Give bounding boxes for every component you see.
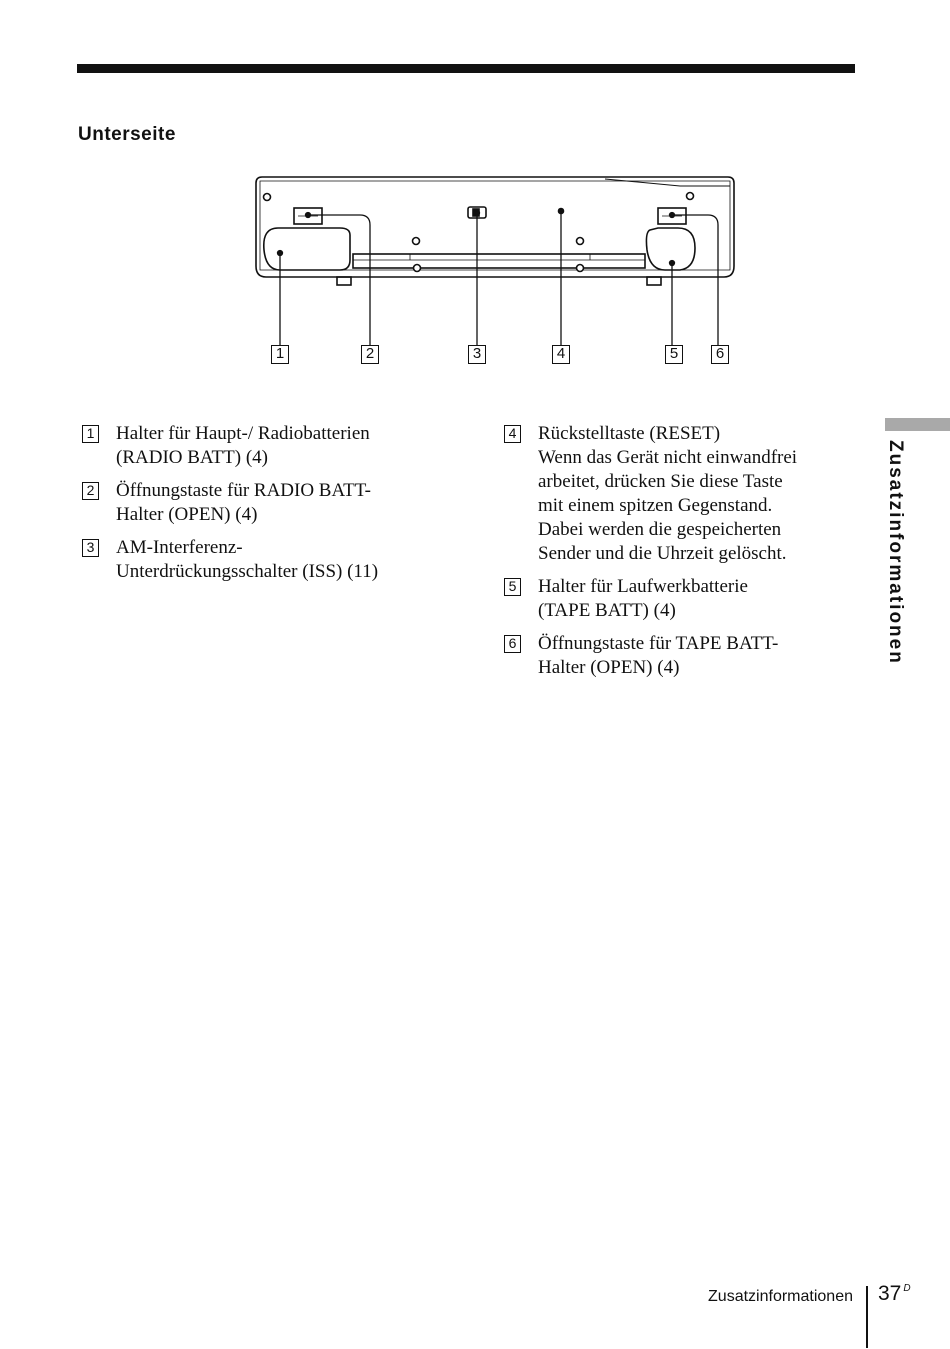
legend-description [538, 575, 864, 623]
legend-item [82, 422, 442, 470]
legend-line: mit einem spitzen Gegenstand. [538, 495, 773, 516]
legend-number: 1 [82, 425, 99, 443]
side-tab-label: Zusatzinformationen [885, 440, 906, 665]
callout-6: 6 [711, 345, 729, 364]
legend-number: 2 [82, 482, 99, 500]
legend-left-column [82, 422, 442, 593]
legend-line: Wenn das Gerät nicht einwandfrei [538, 447, 798, 468]
legend-line: Rückstelltaste (RESET) [538, 423, 721, 444]
top-rule [77, 64, 855, 73]
legend-line: Halter für Haupt-/ Radiobatterien [116, 423, 370, 444]
legend-description [116, 422, 442, 470]
legend-item [504, 632, 864, 680]
callout-4: 4 [552, 345, 570, 364]
side-tab-marker [885, 418, 950, 431]
page-number-suffix: D [903, 1283, 911, 1294]
legend-description [538, 632, 864, 680]
legend-line: Unterdrückungsschalter (ISS) (11) [116, 561, 379, 582]
section-heading: Unterseite [78, 124, 176, 145]
legend-line: Sender und die Uhrzeit gelöscht. [538, 543, 787, 564]
legend-number: 6 [504, 635, 521, 653]
legend-line: (RADIO BATT) (4) [116, 447, 268, 468]
callout-5: 5 [665, 345, 683, 364]
legend-line: (TAPE BATT) (4) [538, 600, 676, 621]
legend-item [82, 479, 442, 527]
footer-section-name: Zusatzinformationen [708, 1288, 853, 1305]
legend-line: AM-Interferenz- [116, 537, 243, 558]
legend-line: Dabei werden die gespeicherten [538, 519, 782, 540]
legend-line: Halter (OPEN) (4) [116, 504, 258, 525]
legend-description [116, 479, 442, 527]
legend-line: arbeitet, drücken Sie diese Taste [538, 471, 783, 492]
legend-description [116, 536, 442, 584]
legend-description [538, 422, 864, 566]
callout-3: 3 [468, 345, 486, 364]
page-number-value: 37 [878, 1282, 902, 1305]
legend-line: Öffnungstaste für RADIO BATT- [116, 480, 371, 501]
legend-number: 5 [504, 578, 521, 596]
callout-1: 1 [271, 345, 289, 364]
legend-number: 4 [504, 425, 521, 443]
page-number [878, 1282, 911, 1306]
legend-number: 3 [82, 539, 99, 557]
legend-line: Halter (OPEN) (4) [538, 657, 680, 678]
legend-line: Öffnungstaste für TAPE BATT- [538, 633, 779, 654]
legend-item [504, 422, 864, 566]
legend-item [82, 536, 442, 584]
legend-line: Halter für Laufwerkbatterie [538, 576, 748, 597]
callout-2: 2 [361, 345, 379, 364]
footer-divider [866, 1286, 868, 1348]
device-bottom-diagram [240, 170, 760, 380]
legend-right-column [504, 422, 864, 689]
legend-item [504, 575, 864, 623]
